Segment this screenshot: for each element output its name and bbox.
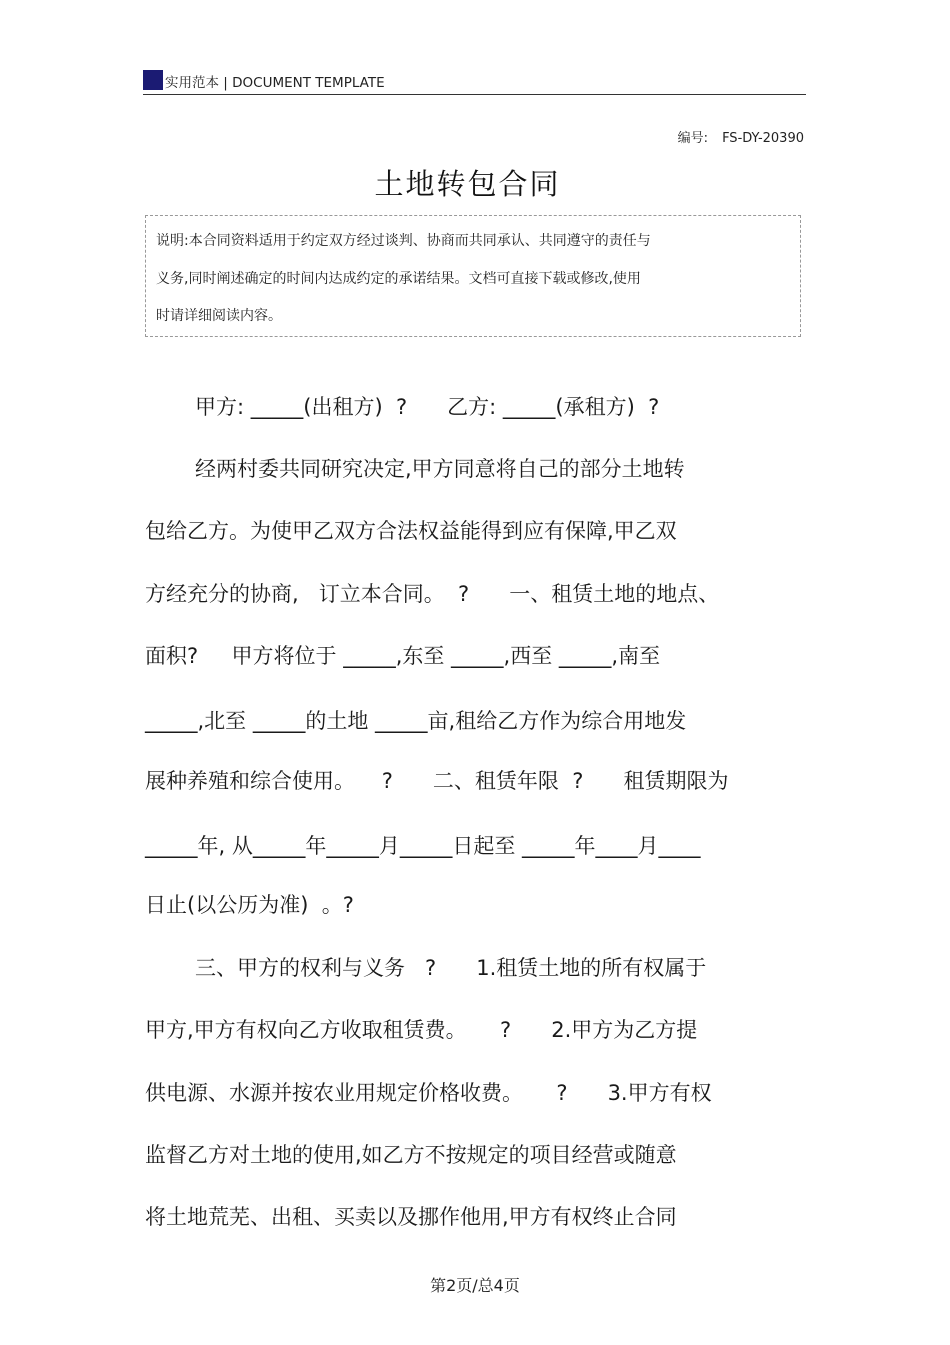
document-number	[678, 127, 804, 146]
body-line: 日止(以公历为准) 。?	[145, 893, 354, 917]
body-line: 经两村委共同研究决定,甲方同意将自己的部分土地转	[195, 457, 685, 481]
description-line: 时请详细阅读内容。	[156, 308, 282, 324]
body-line: 三、甲方的权利与义务 ? 1.租赁土地的所有权属于	[195, 956, 707, 980]
body-line: _____年, 从_____年_____月_____日起至 _____年____月____	[145, 834, 701, 858]
page-title: 土地转包合同	[374, 167, 561, 201]
body-line: 监督乙方对土地的使用,如乙方不按规定的项目经营或随意	[145, 1143, 677, 1167]
body-line: 将土地荒芜、出租、买卖以及挪作他用,甲方有权终止合同	[145, 1205, 677, 1229]
document-header	[143, 66, 806, 95]
doc-number-value: FS-DY-20390	[722, 131, 804, 146]
body-line: 面积? 甲方将位于 _____,东至 _____,西至 _____,南至	[145, 644, 661, 668]
description-box	[145, 215, 801, 337]
description-line: 说明:本合同资料适用于约定双方经过谈判、协商而共同承认、共同遵守的责任与	[156, 233, 651, 249]
header-label: 实用范本 | DOCUMENT TEMPLATE	[165, 75, 385, 91]
description-line: 义务,同时阐述确定的时间内达成约定的承诺结果。文档可直接下载或修改,使用	[156, 271, 641, 287]
doc-number-label: 编号:	[677, 131, 709, 146]
body-line: 展种养殖和综合使用。 ? 二、租赁年限 ? 租赁期限为	[145, 769, 729, 793]
logo-square-icon	[143, 70, 163, 90]
page-footer: 第2页/总4页	[430, 1276, 520, 1295]
body-line: 甲方: _____(出租方) ? 乙方: _____(承租方) ?	[195, 395, 660, 419]
body-line: 供电源、水源并按农业用规定价格收费。 ? 3.甲方有权	[145, 1081, 712, 1105]
body-line: _____,北至 _____的土地 _____亩,租给乙方作为综合用地发	[145, 709, 687, 733]
body-line: 包给乙方。为使甲乙双方合法权益能得到应有保障,甲乙双	[145, 519, 677, 543]
body-line: 方经充分的协商, 订立本合同。 ? 一、租赁土地的地点、	[145, 582, 720, 606]
body-line: 甲方,甲方有权向乙方收取租赁费。 ? 2.甲方为乙方提	[145, 1018, 698, 1042]
